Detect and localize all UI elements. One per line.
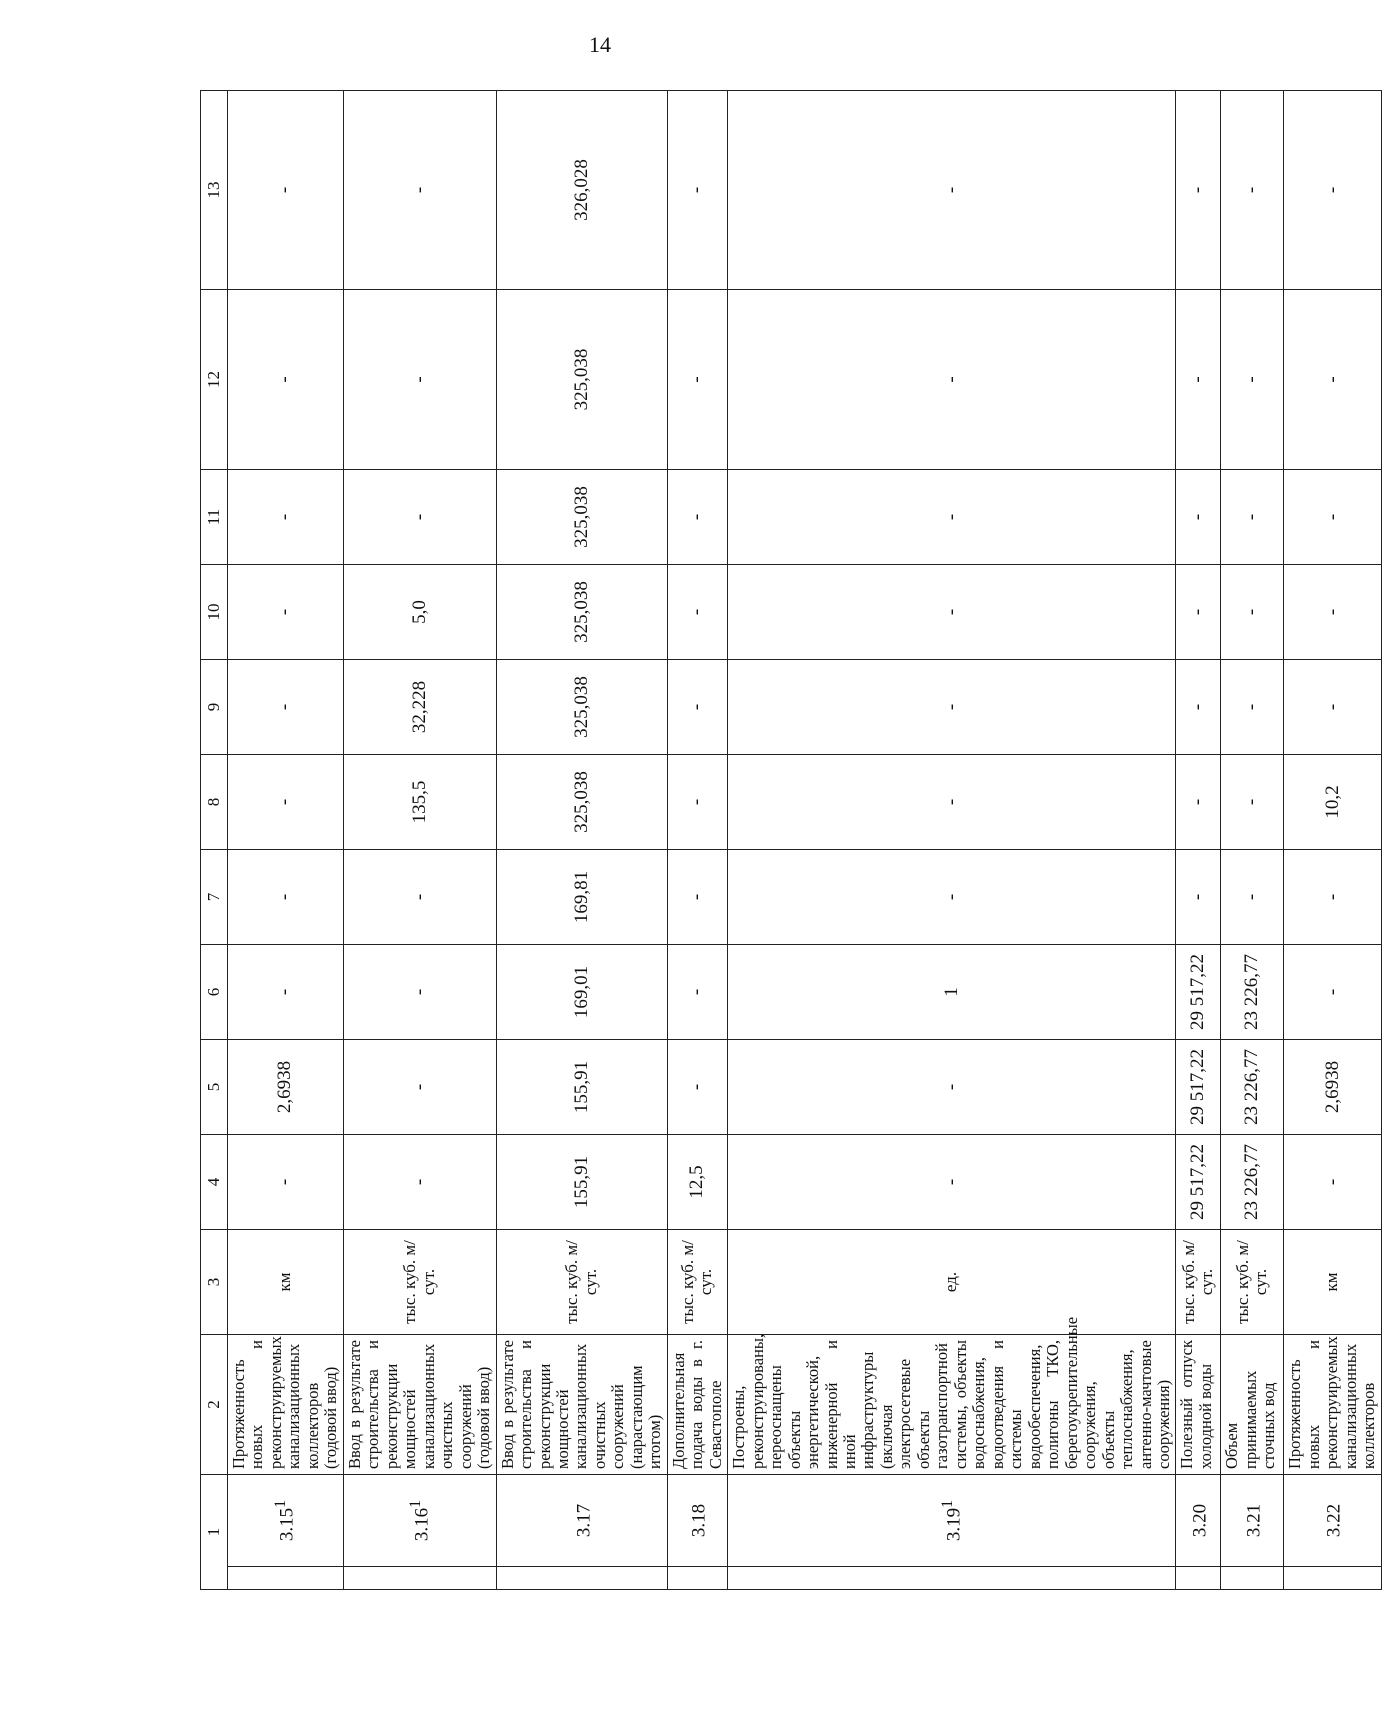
row-unit: тыс. куб. м/сут. — [667, 1230, 727, 1335]
value-cell: 32,228 — [343, 660, 496, 755]
value-cell: - — [1284, 290, 1381, 470]
value-cell: - — [1176, 660, 1221, 755]
value-cell: 29 517,22 — [1176, 1040, 1221, 1135]
header-cell: 9 — [201, 660, 228, 755]
header-cell: 3 — [201, 1230, 228, 1335]
value-cell: - — [228, 1135, 344, 1230]
value-cell: 5,0 — [343, 565, 496, 660]
table-row — [228, 91, 344, 1590]
value-cell: 1 — [728, 945, 1176, 1040]
row-number-sup: 1 — [406, 1499, 424, 1508]
row-name: Построены, реконструированы, переоснащены объекты энергетической, инженерной и иной инфраструктуры (включая электросетевые объекты газотранспортной системы, объекты водоснабжения, водоотведения и системы водообеспечения, полигоны ТКО, берегоукрепительные сооружения, объекты теплоснабжения, антенно-мачтовые сооружения) — [728, 1335, 1176, 1475]
row-spacer — [228, 1567, 344, 1590]
value-cell: - — [228, 470, 344, 565]
table-row — [728, 91, 1176, 1590]
row-number-text: 3.15 — [276, 1507, 298, 1542]
value-cell: 155,91 — [496, 1040, 667, 1135]
value-cell: 135,5 — [343, 755, 496, 850]
value-cell: - — [1284, 660, 1381, 755]
value-cell: 169,01 — [496, 945, 667, 1040]
value-cell: - — [1221, 850, 1284, 945]
row-name: Протяженность новых и реконструируемых канализационных коллекторов — [1284, 1335, 1381, 1475]
row-number — [728, 1475, 1176, 1567]
value-cell: - — [667, 660, 727, 755]
value-cell: 10,2 — [1284, 755, 1381, 850]
value-cell: - — [228, 565, 344, 660]
value-cell: - — [343, 290, 496, 470]
table-row — [1176, 91, 1221, 1590]
value-cell: - — [1176, 290, 1221, 470]
header-cell: 1 — [201, 1475, 228, 1590]
data-table — [200, 90, 1382, 1590]
value-cell: - — [1221, 470, 1284, 565]
value-cell: - — [1176, 565, 1221, 660]
table-row — [343, 91, 496, 1590]
row-unit: км — [1284, 1230, 1381, 1335]
row-unit: км — [228, 1230, 344, 1335]
value-cell: - — [343, 1135, 496, 1230]
row-name: Объем принимаемых сточных вод — [1221, 1335, 1284, 1475]
row-number-text: 3.19 — [942, 1507, 964, 1542]
table-header-row — [201, 91, 228, 1590]
value-cell: - — [343, 945, 496, 1040]
value-cell: - — [1284, 850, 1381, 945]
value-cell: - — [728, 91, 1176, 290]
value-cell: - — [728, 290, 1176, 470]
header-cell: 11 — [201, 470, 228, 565]
row-name: Полезный отпуск холодной воды — [1176, 1335, 1221, 1475]
row-number — [228, 1475, 344, 1567]
row-name: Ввод в результате строительства и реконструкции мощностей канализационных очистных сооружений (нарастающим итогом) — [496, 1335, 667, 1475]
value-cell: - — [667, 565, 727, 660]
value-cell: - — [728, 755, 1176, 850]
value-cell: - — [1221, 91, 1284, 290]
header-cell: 4 — [201, 1135, 228, 1230]
rotated-table-container — [200, 90, 1379, 1590]
value-cell: - — [728, 470, 1176, 565]
value-cell: - — [667, 945, 727, 1040]
row-number — [1176, 1475, 1221, 1567]
row-number — [1221, 1475, 1284, 1567]
value-cell: 2,6938 — [1284, 1040, 1381, 1135]
value-cell: - — [728, 1040, 1176, 1135]
table-row — [1284, 91, 1381, 1590]
row-name: Ввод в результате строительства и реконструкции мощностей канализационных очистных сооружений (годовой ввод) — [343, 1335, 496, 1475]
value-cell: - — [228, 660, 344, 755]
value-cell: - — [228, 755, 344, 850]
value-cell: - — [1221, 565, 1284, 660]
header-cell: 10 — [201, 565, 228, 660]
value-cell: - — [1176, 470, 1221, 565]
value-cell: - — [1284, 470, 1381, 565]
row-spacer — [1221, 1567, 1284, 1590]
row-number — [1284, 1475, 1381, 1567]
header-cell: 5 — [201, 1040, 228, 1135]
value-cell: 326,028 — [496, 91, 667, 290]
table-row — [496, 91, 667, 1590]
value-cell: - — [728, 565, 1176, 660]
value-cell: - — [1176, 755, 1221, 850]
row-spacer — [496, 1567, 667, 1590]
table-row — [667, 91, 727, 1590]
row-number-text: 3.20 — [1189, 1503, 1211, 1538]
value-cell: - — [1221, 755, 1284, 850]
value-cell: - — [1284, 1135, 1381, 1230]
value-cell: 325,038 — [496, 470, 667, 565]
value-cell: 29 517,22 — [1176, 1135, 1221, 1230]
value-cell: - — [667, 470, 727, 565]
value-cell: 23 226,77 — [1221, 1040, 1284, 1135]
row-number — [343, 1475, 496, 1567]
row-number — [496, 1475, 667, 1567]
value-cell: 155,91 — [496, 1135, 667, 1230]
header-cell: 7 — [201, 850, 228, 945]
row-unit: тыс. куб. м/сут. — [1221, 1230, 1284, 1335]
value-cell: - — [728, 1135, 1176, 1230]
row-number-text: 3.21 — [1243, 1503, 1265, 1538]
value-cell: - — [1221, 290, 1284, 470]
value-cell: - — [1284, 945, 1381, 1040]
value-cell: - — [228, 91, 344, 290]
value-cell: - — [667, 91, 727, 290]
row-number-text: 3.18 — [688, 1503, 710, 1538]
value-cell: - — [1176, 850, 1221, 945]
row-spacer — [1284, 1567, 1381, 1590]
value-cell: 169,81 — [496, 850, 667, 945]
value-cell: - — [228, 290, 344, 470]
value-cell: - — [228, 945, 344, 1040]
row-number-text: 3.16 — [410, 1507, 432, 1542]
value-cell: - — [728, 660, 1176, 755]
value-cell: - — [1221, 660, 1284, 755]
value-cell: 23 226,77 — [1221, 945, 1284, 1040]
value-cell: - — [1284, 91, 1381, 290]
value-cell: 23 226,77 — [1221, 1135, 1284, 1230]
row-unit: ед. — [728, 1230, 1176, 1335]
value-cell: 325,038 — [496, 565, 667, 660]
header-cell: 8 — [201, 755, 228, 850]
row-number-text: 3.22 — [1323, 1503, 1345, 1538]
value-cell: 325,038 — [496, 660, 667, 755]
row-spacer — [343, 1567, 496, 1590]
row-number-sup: 1 — [272, 1499, 290, 1508]
page-number: 14 — [589, 32, 611, 57]
value-cell: - — [667, 850, 727, 945]
value-cell: - — [343, 470, 496, 565]
row-number-text: 3.17 — [572, 1503, 594, 1538]
header-cell: 2 — [201, 1335, 228, 1475]
row-name: Дополнительная подача воды в г. Севастополе — [667, 1335, 727, 1475]
row-unit: тыс. куб. м/сут. — [343, 1230, 496, 1335]
value-cell: - — [667, 290, 727, 470]
row-name: Протяженность новых и реконструируемых канализационных коллекторов (годовой ввод) — [228, 1335, 344, 1475]
header-cell: 12 — [201, 290, 228, 470]
header-cell: 6 — [201, 945, 228, 1040]
value-cell: 325,038 — [496, 755, 667, 850]
row-spacer — [667, 1567, 727, 1590]
value-cell: - — [343, 850, 496, 945]
value-cell: - — [343, 91, 496, 290]
value-cell: - — [1176, 91, 1221, 290]
value-cell: - — [667, 755, 727, 850]
value-cell: 29 517,22 — [1176, 945, 1221, 1040]
value-cell: 12,5 — [667, 1135, 727, 1230]
value-cell: - — [228, 850, 344, 945]
value-cell: - — [1284, 565, 1381, 660]
table-row — [1221, 91, 1284, 1590]
row-spacer — [1176, 1567, 1221, 1590]
value-cell: - — [667, 1040, 727, 1135]
value-cell: - — [343, 1040, 496, 1135]
row-number-sup: 1 — [938, 1499, 956, 1508]
value-cell: - — [728, 850, 1176, 945]
row-spacer — [728, 1567, 1176, 1590]
row-unit: тыс. куб. м/сут. — [1176, 1230, 1221, 1335]
value-cell: 325,038 — [496, 290, 667, 470]
header-cell: 13 — [201, 91, 228, 290]
row-number — [667, 1475, 727, 1567]
value-cell: 2,6938 — [228, 1040, 344, 1135]
row-unit: тыс. куб. м/сут. — [496, 1230, 667, 1335]
